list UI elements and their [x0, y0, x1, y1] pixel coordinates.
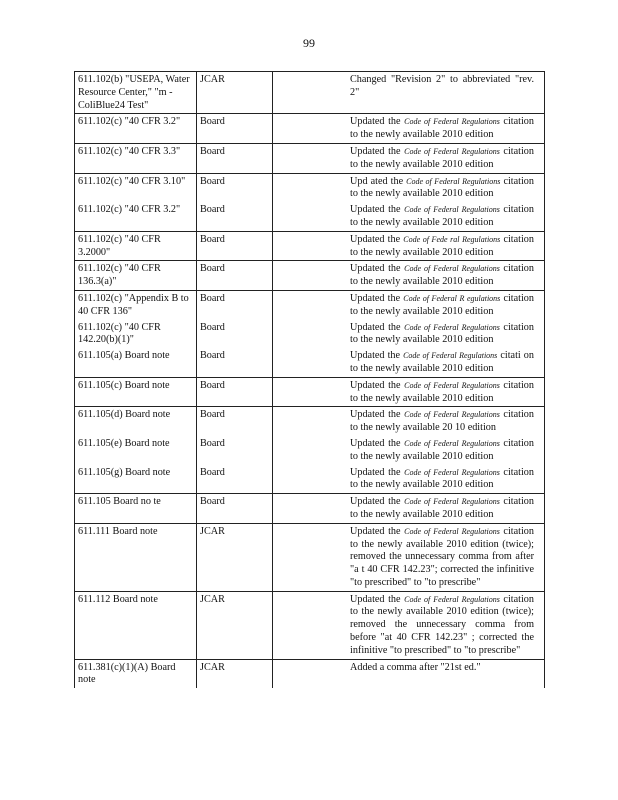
- source-cell: Board: [197, 290, 273, 319]
- revision-cell: Updated the Code of Federal Regulations citation to the newly available 2010 edition: [273, 261, 545, 291]
- revision-cell: Updated the Code of Fede ral Regulations citation to the newly available 2010 edition: [273, 231, 545, 261]
- revision-cell: Updated the Code of Federal Regulations citation to the newly available 2010 edition: [273, 436, 545, 465]
- revision-cell: Updated the Code of Federal R egulations citation to the newly available 2010 edition: [273, 290, 545, 319]
- table-row: [75, 377, 545, 407]
- section-cell: 611.102(c) "40 CFR 3.2000": [75, 231, 197, 261]
- source-cell: Board: [197, 320, 273, 349]
- revision-cell: Updated the Code of Federal Regulations citation to the newly available 2010 edition: [273, 494, 545, 524]
- revision-cell: Updated the Code of Federal Regulations citation to the newly available 2010 edition: [273, 377, 545, 407]
- table-row: [75, 231, 545, 261]
- section-cell: 611.102(c) "40 CFR 3.2": [75, 114, 197, 144]
- table-row: [75, 494, 545, 524]
- source-cell: Board: [197, 114, 273, 144]
- source-cell: JCAR: [197, 659, 273, 688]
- source-cell: Board: [197, 202, 273, 231]
- table-row: [75, 407, 545, 436]
- amendments-table: [74, 71, 545, 688]
- revision-cell: Updated the Code of Federal Regulations citation to the newly available 20 10 edition: [273, 407, 545, 436]
- section-cell: 611.102(c) "40 CFR 3.2": [75, 202, 197, 231]
- table-row: [75, 436, 545, 465]
- section-cell: 611.112 Board note: [75, 591, 197, 659]
- source-cell: Board: [197, 348, 273, 377]
- table-row: [75, 290, 545, 319]
- revision-cell: Changed "Revision 2" to abbreviated "rev. 2": [273, 72, 545, 114]
- table-row: [75, 143, 545, 173]
- table-row: [75, 465, 545, 494]
- table-row: [75, 523, 545, 591]
- source-cell: Board: [197, 436, 273, 465]
- revision-cell: Updated the Code of Federal Regulations citation to the newly available 2010 edition: [273, 143, 545, 173]
- section-cell: 611.102(c) "40 CFR 136.3(a)": [75, 261, 197, 291]
- revision-cell: Updated the Code of Federal Regulations citation to the newly available 2010 edition (twice); removed the unnecessary comma from after "a t 40 CFR 142.23"; corrected the infinitive "to prescribed" to "to prescribe": [273, 523, 545, 591]
- section-cell: 611.102(c) "40 CFR 3.10": [75, 173, 197, 202]
- section-cell: 611.105(e) Board note: [75, 436, 197, 465]
- source-cell: Board: [197, 465, 273, 494]
- source-cell: Board: [197, 407, 273, 436]
- section-cell: 611.102(c) "40 CFR 142.20(b)(1)": [75, 320, 197, 349]
- section-cell: 611.105 Board no te: [75, 494, 197, 524]
- section-cell: 611.381(c)(1)(A) Board note: [75, 659, 197, 688]
- source-cell: JCAR: [197, 523, 273, 591]
- section-cell: 611.105(d) Board note: [75, 407, 197, 436]
- table-row: [75, 173, 545, 202]
- source-cell: Board: [197, 261, 273, 291]
- section-cell: 611.105(c) Board note: [75, 377, 197, 407]
- section-cell: 611.105(a) Board note: [75, 348, 197, 377]
- table-row: [75, 261, 545, 291]
- table-row: [75, 348, 545, 377]
- source-cell: JCAR: [197, 591, 273, 659]
- table-row: [75, 320, 545, 349]
- source-cell: Board: [197, 231, 273, 261]
- source-cell: Board: [197, 494, 273, 524]
- table-row: [75, 72, 545, 114]
- section-cell: 611.102(b) "USEPA, Water Resource Center," "m - ColiBlue24 Test": [75, 72, 197, 114]
- page-number: 99: [303, 36, 315, 50]
- source-cell: Board: [197, 173, 273, 202]
- revision-cell: Updated the Code of Federal Regulations citation to the newly available 2010 edition: [273, 320, 545, 349]
- section-cell: 611.102(c) "Appendix B to 40 CFR 136": [75, 290, 197, 319]
- source-cell: Board: [197, 143, 273, 173]
- source-cell: JCAR: [197, 72, 273, 114]
- table-row: [75, 202, 545, 231]
- revision-cell: Upd ated the Code of Federal Regulations citation to the newly available 2010 edition: [273, 173, 545, 202]
- table-row: [75, 591, 545, 659]
- source-cell: Board: [197, 377, 273, 407]
- table-row: [75, 659, 545, 688]
- revision-cell: Updated the Code of Federal Regulations citation to the newly available 2010 edition: [273, 202, 545, 231]
- section-cell: 611.105(g) Board note: [75, 465, 197, 494]
- table-row: [75, 114, 545, 144]
- revision-cell: Updated the Code of Federal Regulations citation to the newly available 2010 edition: [273, 114, 545, 144]
- revision-cell: Updated the Code of Federal Regulations citation to the newly available 2010 edition: [273, 465, 545, 494]
- revision-cell: Added a comma after "21st ed.": [273, 659, 545, 688]
- revision-cell: Updated the Code of Federal Regulations citati on to the newly available 2010 edition: [273, 348, 545, 377]
- revision-cell: Updated the Code of Federal Regulations citation to the newly available 2010 edition (twice); removed the unnecessary comma from before "at 40 CFR 142.23" ; corrected the infinitive "to prescribed" to "to prescribe": [273, 591, 545, 659]
- section-cell: 611.111 Board note: [75, 523, 197, 591]
- section-cell: 611.102(c) "40 CFR 3.3": [75, 143, 197, 173]
